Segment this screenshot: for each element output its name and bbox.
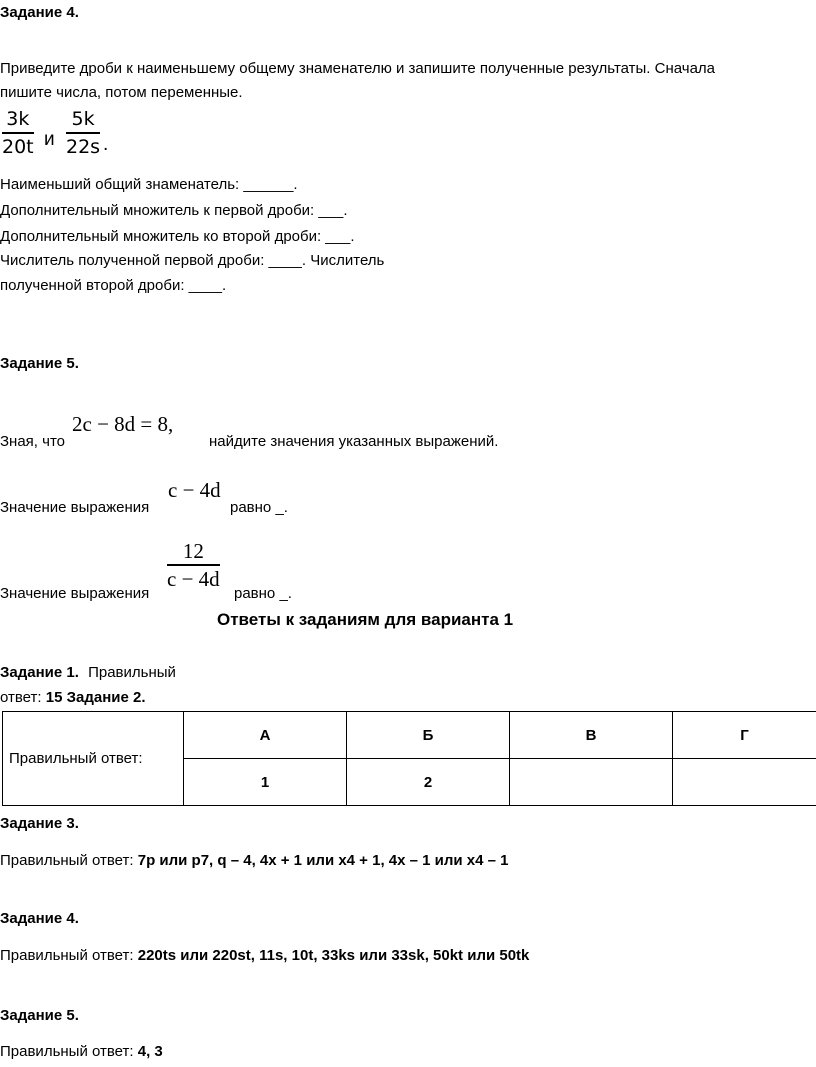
table-cell-b: 2 [347, 759, 510, 806]
fraction-2-denominator: 22s [66, 136, 101, 158]
expr2-denominator: c − 4d [167, 566, 220, 591]
fraction-2 [66, 108, 100, 158]
given-formula: 2c − 8d = 8, [72, 412, 174, 436]
fraction-1 [2, 108, 34, 158]
answer3-value: 7p или p7, q – 4, 4x + 1 или x4 + 1, 4x – 1 или x4 – 1 [137, 852, 509, 869]
answer2-table [2, 711, 816, 806]
conjunction: и [44, 129, 55, 150]
answer3-line [0, 852, 509, 869]
answer1-heading: Задание 1. [0, 664, 79, 681]
expr2-fraction [167, 540, 220, 590]
expr2-bar [167, 564, 220, 566]
expr1-suffix: равно _. [230, 499, 288, 516]
answer5-value: 4, 3 [137, 1043, 163, 1060]
fraction-2-numerator: 5k [71, 108, 95, 130]
expr2-suffix: равно _. [234, 585, 292, 602]
answer5-prefix: Правильный ответ: [0, 1043, 138, 1060]
table-header-g: Г [673, 712, 816, 759]
answer5-line [0, 1043, 163, 1060]
answers-title: Ответы к заданиям для варианта 1 [217, 610, 514, 629]
answer2-heading: Задание 2. [66, 689, 146, 706]
table-cell-a: 1 [184, 759, 347, 806]
fraction-1-denominator: 20t [2, 136, 34, 158]
question-numerator-line2: полученной второй дроби: ____. [0, 277, 227, 294]
answer4-prefix: Правильный ответ: [0, 947, 138, 964]
question-multiplier-2: Дополнительный множитель ко второй дроби: ___. [0, 228, 355, 245]
answer4-value: 220ts или 220st, 11s, 10t, 33ks или 33sk, 50kt или 50tk [137, 947, 530, 964]
fraction-1-bar [2, 132, 34, 134]
fraction-1-numerator: 3k [6, 108, 30, 130]
table-header-v: В [510, 712, 673, 759]
answer4-heading: Задание 4. [0, 910, 79, 927]
answer1-prefix: ответ: [0, 689, 46, 706]
answer1-text: Правильный [88, 664, 176, 681]
table-cell-g [673, 759, 816, 806]
answer3-prefix: Правильный ответ: [0, 852, 138, 869]
expr1-prefix: Значение выражения [0, 499, 150, 516]
task5-heading: Задание 5. [0, 355, 79, 372]
expr2-numerator: 12 [182, 539, 204, 563]
question-numerator-line1: Числитель полученной первой дроби: ____. Числитель [0, 252, 385, 269]
task4-instruction-line1: Приведите дроби к наименьшему общему знаменателю и запишите полученные результаты. Сначала [0, 60, 716, 77]
expr1-formula: c − 4d [168, 478, 221, 502]
task5-given-suffix: найдите значения указанных выражений. [209, 433, 499, 450]
answer3-heading: Задание 3. [0, 815, 79, 832]
answer5-heading: Задание 5. [0, 1007, 79, 1024]
question-multiplier-1: Дополнительный множитель к первой дроби: ___. [0, 202, 348, 219]
answer1-line2 [0, 689, 146, 706]
answer1-line1 [0, 664, 176, 681]
task4-instruction-line2: пишите числа, потом переменные. [0, 84, 243, 101]
task4-heading: Задание 4. [0, 4, 79, 21]
answer1-value: 15 [45, 689, 63, 706]
table-header-b: Б [347, 712, 510, 759]
table-row [3, 712, 816, 759]
answer4-line [0, 947, 529, 964]
fraction-2-bar [66, 132, 100, 134]
table-cell-v [510, 759, 673, 806]
question-lcd: Наименьший общий знаменатель: ______. [0, 176, 298, 193]
task5-given-prefix: Зная, что [0, 433, 66, 450]
fraction-period: . [103, 134, 109, 155]
table-row-label: Правильный ответ: [3, 712, 184, 806]
table-header-a: А [184, 712, 347, 759]
expr2-prefix: Значение выражения [0, 585, 150, 602]
